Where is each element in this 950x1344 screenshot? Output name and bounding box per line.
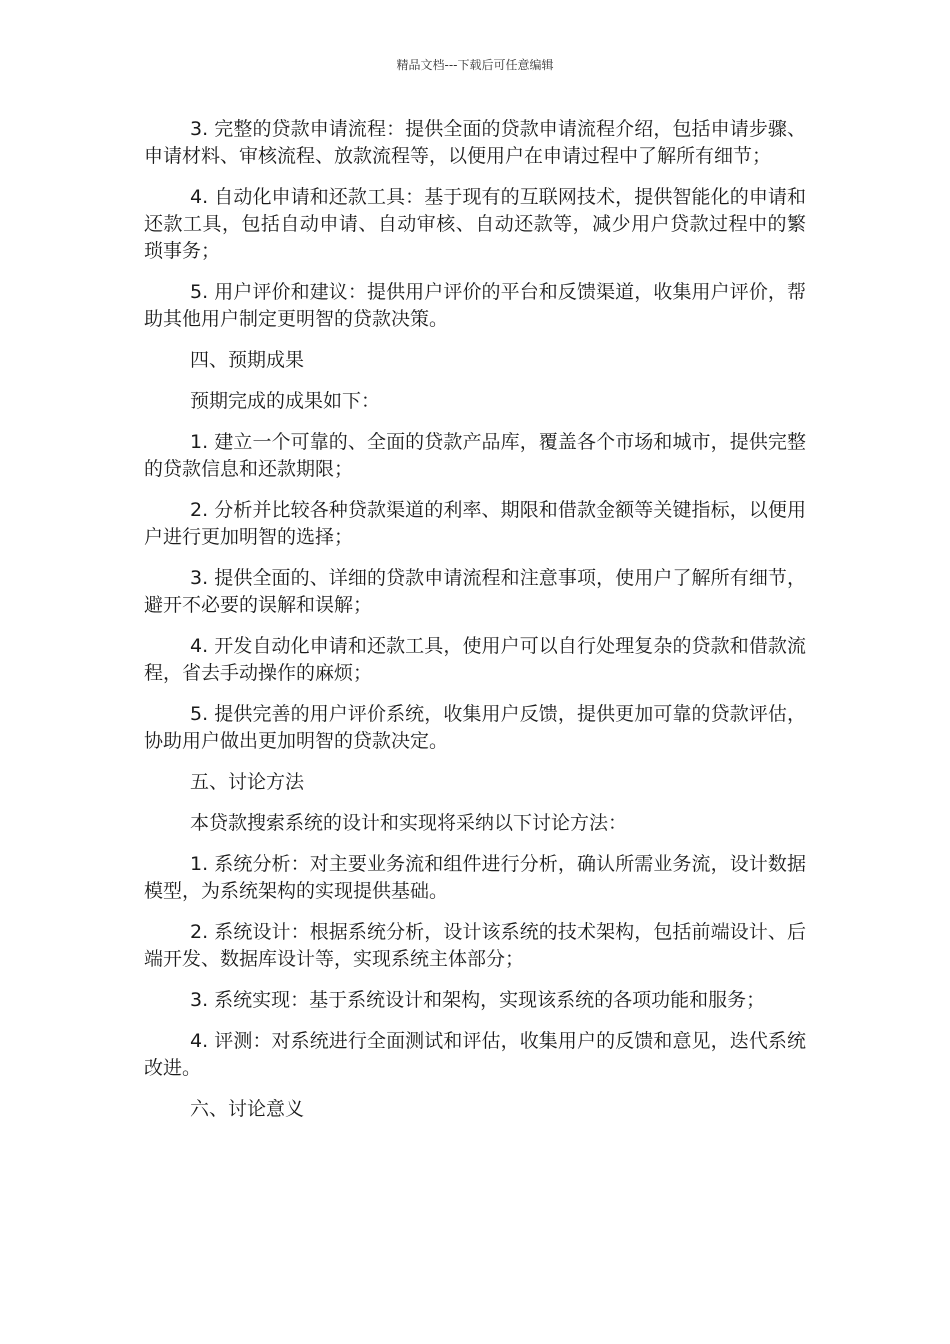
section-heading-significance: 六、讨论意义 bbox=[190, 1098, 305, 1120]
paragraph-result-5: 5. 提供完善的用户评价系统，收集用户反馈，提供更加可靠的贷款评估，协助用户做出更加明智的贷款决定。 bbox=[144, 703, 806, 752]
paragraph-expected-intro: 预期完成的成果如下： bbox=[190, 390, 381, 412]
paragraph-method-4: 4. 评测：对系统进行全面测试和评估，收集用户的反馈和意见，迭代系统改进。 bbox=[144, 1030, 806, 1079]
paragraph-automation-tools: 4. 自动化申请和还款工具：基于现有的互联网技术，提供智能化的申请和还款工具，包括自动申请、自动审核、自动还款等，减少用户贷款过程中的繁琐事务； bbox=[144, 186, 806, 262]
paragraph-result-1: 1. 建立一个可靠的、全面的贷款产品库，覆盖各个市场和城市，提供完整的贷款信息和还款期限； bbox=[144, 431, 806, 480]
section-heading-methods: 五、讨论方法 bbox=[190, 771, 305, 793]
paragraph-methods-intro: 本贷款搜索系统的设计和实现将采纳以下讨论方法： bbox=[190, 812, 628, 834]
paragraph-result-2: 2. 分析并比较各种贷款渠道的利率、期限和借款金额等关键指标，以便用户进行更加明智的选择； bbox=[144, 499, 806, 548]
paragraph-result-4: 4. 开发自动化申请和还款工具，使用户可以自行处理复杂的贷款和借款流程，省去手动操作的麻烦； bbox=[144, 635, 806, 684]
paragraph-method-3: 3. 系统实现：基于系统设计和架构，实现该系统的各项功能和服务； bbox=[190, 989, 766, 1011]
paragraph-loan-application-process: 3. 完整的贷款申请流程：提供全面的贷款申请流程介绍，包括申请步骤、申请材料、审核流程、放款流程等，以便用户在申请过程中了解所有细节； bbox=[144, 118, 806, 167]
document-body bbox=[144, 116, 806, 1137]
paragraph-method-1: 1. 系统分析：对主要业务流和组件进行分析，确认所需业务流，设计数据模型，为系统架构的实现提供基础。 bbox=[144, 853, 806, 902]
paragraph-user-reviews: 5. 用户评价和建议：提供用户评价的平台和反馈渠道，收集用户评价，帮助其他用户制定更明智的贷款决策。 bbox=[144, 281, 806, 330]
paragraph-result-3: 3. 提供全面的、详细的贷款申请流程和注意事项，使用户了解所有细节，避开不必要的误解和误解； bbox=[144, 567, 806, 616]
page-header: 精品文档---下载后可任意编辑 bbox=[396, 58, 554, 72]
section-heading-expected-results: 四、预期成果 bbox=[190, 349, 305, 371]
paragraph-method-2: 2. 系统设计：根据系统分析，设计该系统的技术架构，包括前端设计、后端开发、数据库设计等，实现系统主体部分； bbox=[144, 921, 806, 970]
